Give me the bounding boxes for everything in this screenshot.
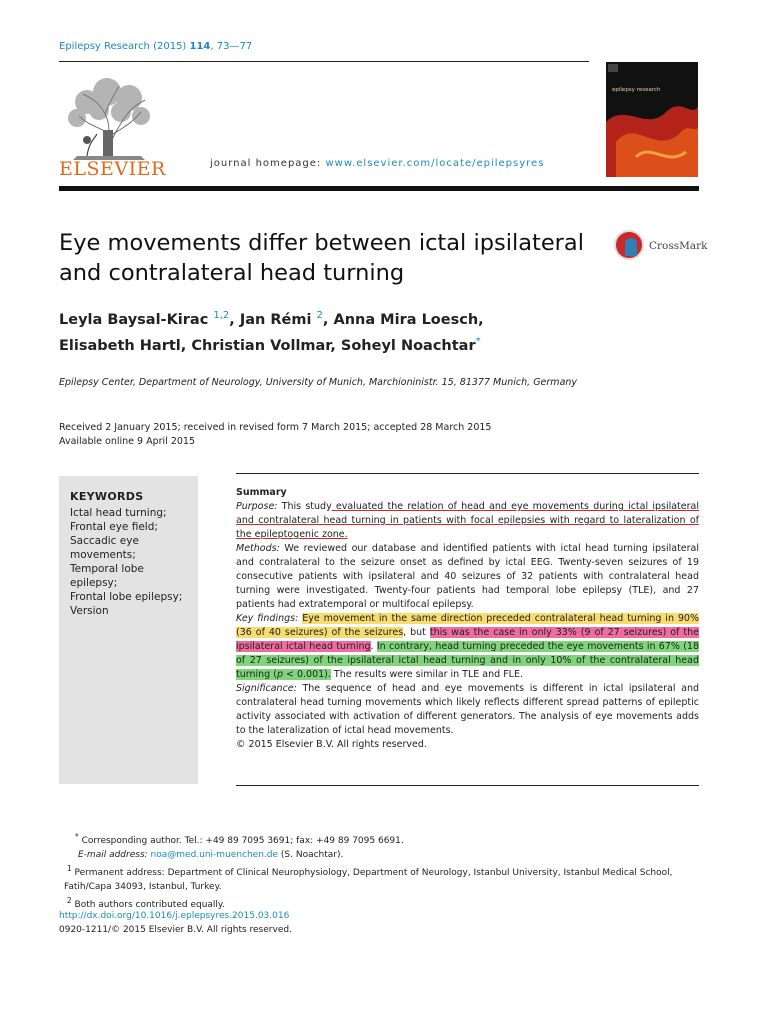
affiliation: Epilepsy Center, Department of Neurology, University of Munich, Marchioninistr. 15, 81377 Munich, Germany	[59, 377, 578, 388]
author[interactable]: Christian Vollmar	[191, 337, 331, 354]
crossmark-icon	[614, 230, 644, 260]
keyword-item: Frontal eye field;	[70, 521, 158, 533]
highlight-green: In contrary, head turning preceded the eye movements in 67% (18 of 27 seizures) of the ipsilateral ictal head turning and in only 10% of the contralateral head turning (p < 0.001).	[236, 641, 699, 680]
summary-top-rule	[236, 473, 699, 474]
keywords-list	[70, 506, 194, 618]
author-list: Leyla Baysal-Kirac $^{1,2}$, Jan Rémi $^2$, Anna Mira Loesch, Elisabeth Hartl, Christian Vollmar, Soheyl Noachtar*	[59, 310, 484, 354]
cover-art	[606, 62, 698, 177]
crossmark-button[interactable]	[614, 230, 708, 266]
cover-title: epilepsy research	[612, 87, 661, 93]
summary-significance: Significance: The sequence of head and eye movements is different in ictal ipsilateral and contralateral head turning movements which likely reflects different spread patterns of epileptic activity associated with activation of different generators. The analysis of eye movements adds to the lateralization of ictal head movements.	[236, 683, 699, 736]
journal-citation[interactable]	[59, 41, 252, 52]
highlight-yellow: Eye movement in the same direction preceded contralateral head turning in 90% (36 of 40 seizures) of the seizures	[236, 613, 699, 638]
abstract-summary	[236, 486, 699, 752]
keyword-item: Temporal lobe epilepsy;	[70, 563, 144, 589]
footnote-1: $^1$ Permanent address: Department of Clinical Neurophysiology, Department of Neurology, Istanbul University, Istanbul Medical School, Fatih/Capa 34093, Istanbul, Turkey.	[64, 864, 673, 892]
journal-homepage	[210, 158, 544, 169]
issn-copyright: 0920-1211/© 2015 Elsevier B.V. All rights reserved.	[59, 925, 292, 935]
elsevier-wordmark: ELSEVIER	[59, 158, 166, 180]
keyword-item: Frontal lobe epilepsy;	[70, 591, 183, 603]
footnote-2: $^2$ Both authors contributed equally.	[66, 896, 225, 910]
email-link[interactable]: noa@med.uni-muenchen.de	[150, 849, 279, 860]
corresponding-author-mark: *	[475, 335, 481, 347]
header-rule	[59, 61, 589, 62]
footnote-email: E-mail address: noa@med.uni-muenchen.de (S. Noachtar).	[78, 849, 344, 860]
article-title: Eye movements differ between ictal ipsilateral and contralateral head turning	[59, 230, 584, 286]
citation-pages: , 73—77	[210, 41, 253, 52]
article-dates	[59, 421, 659, 449]
footnotes	[59, 830, 699, 913]
doi-link[interactable]: http://dx.doi.org/10.1016/j.eplepsyres.2015.03.016	[59, 911, 290, 921]
author[interactable]: Anna Mira Loesch	[333, 311, 479, 328]
journal-cover-image	[606, 62, 698, 177]
summary-copyright: © 2015 Elsevier B.V. All rights reserved.	[236, 739, 427, 750]
summary-purpose: Purpose: This study evaluated the relation of head and eye movements during ictal ipsilateral and contralateral head turning in patients with focal epilepsies with regard to lateralization of the epileptogenic zone.	[236, 501, 699, 540]
homepage-link[interactable]: www.elsevier.com/locate/epilepsyres	[325, 158, 545, 169]
keywords-heading: KEYWORDS	[70, 490, 144, 503]
crossmark-label: CrossMark	[649, 240, 708, 252]
summary-key-findings: Key findings: Eye movement in the same direction preceded contralateral head turning in 90% (36 of 40 seizures) of the seizures, but this was the case in only 33% (9 of 27 seizures) of the ipsilateral ictal head turning. In contrary, head turning preceded the eye movements in 67% (18 of 27 seizures) of the ipsilateral ictal head turning and in only 10% of the contralateral head turning (p < 0.001). The results were similar in TLE and FLE.	[236, 613, 699, 680]
keyword-item: Saccadic eye movements;	[70, 535, 139, 561]
summary-heading: Summary	[236, 487, 287, 498]
received-dates: Received 2 January 2015; received in revised form 7 March 2015; accepted 28 March 2015	[59, 422, 492, 433]
homepage-label: journal homepage:	[210, 158, 326, 169]
keyword-item: Version	[70, 605, 109, 617]
highlight-pink: this was the case in only 33% (9 of 27 seizures) of the ipsilateral ictal head turning	[236, 627, 699, 652]
citation-volume: 114	[189, 41, 211, 52]
footnote-corresponding: * Corresponding author. Tel.: +49 89 7095 3691; fax: +49 89 7095 6691.	[75, 832, 404, 846]
citation-prefix: Epilepsy Research (2015)	[59, 41, 190, 52]
available-online: Available online 9 April 2015	[59, 436, 195, 447]
purpose-annotation: evaluated the relation of head and eye movements during ictal ipsilateral and contralateral head turning in patients with focal epilepsies with regard to lateralization of the epileptogenic zone.	[236, 501, 699, 540]
keywords-box	[59, 476, 198, 784]
author[interactable]: Soheyl Noachtar*	[340, 335, 481, 354]
summary-methods: Methods: We reviewed our database and identified patients with ictal head turning ipsilateral and contralateral to the seizure onset as defined by ictal EEG. Twenty-seven seizures of 19 consecutive patients with ipsilateral and 40 seizures of 32 patients with contralateral head turning were investigated. Twenty-four patients had temporal lobe epilepsy (TLE), and 27 patients had extratemporal or multifocal epilepsy.	[236, 543, 699, 610]
keyword-item: Ictal head turning;	[70, 507, 167, 519]
author[interactable]: Leyla Baysal-Kirac $^{1,2}$	[59, 310, 230, 328]
summary-bottom-rule	[236, 785, 699, 786]
author[interactable]: Elisabeth Hartl	[59, 337, 181, 354]
header-thick-rule	[59, 186, 699, 191]
author[interactable]: Jan Rémi $^2$	[239, 310, 323, 328]
